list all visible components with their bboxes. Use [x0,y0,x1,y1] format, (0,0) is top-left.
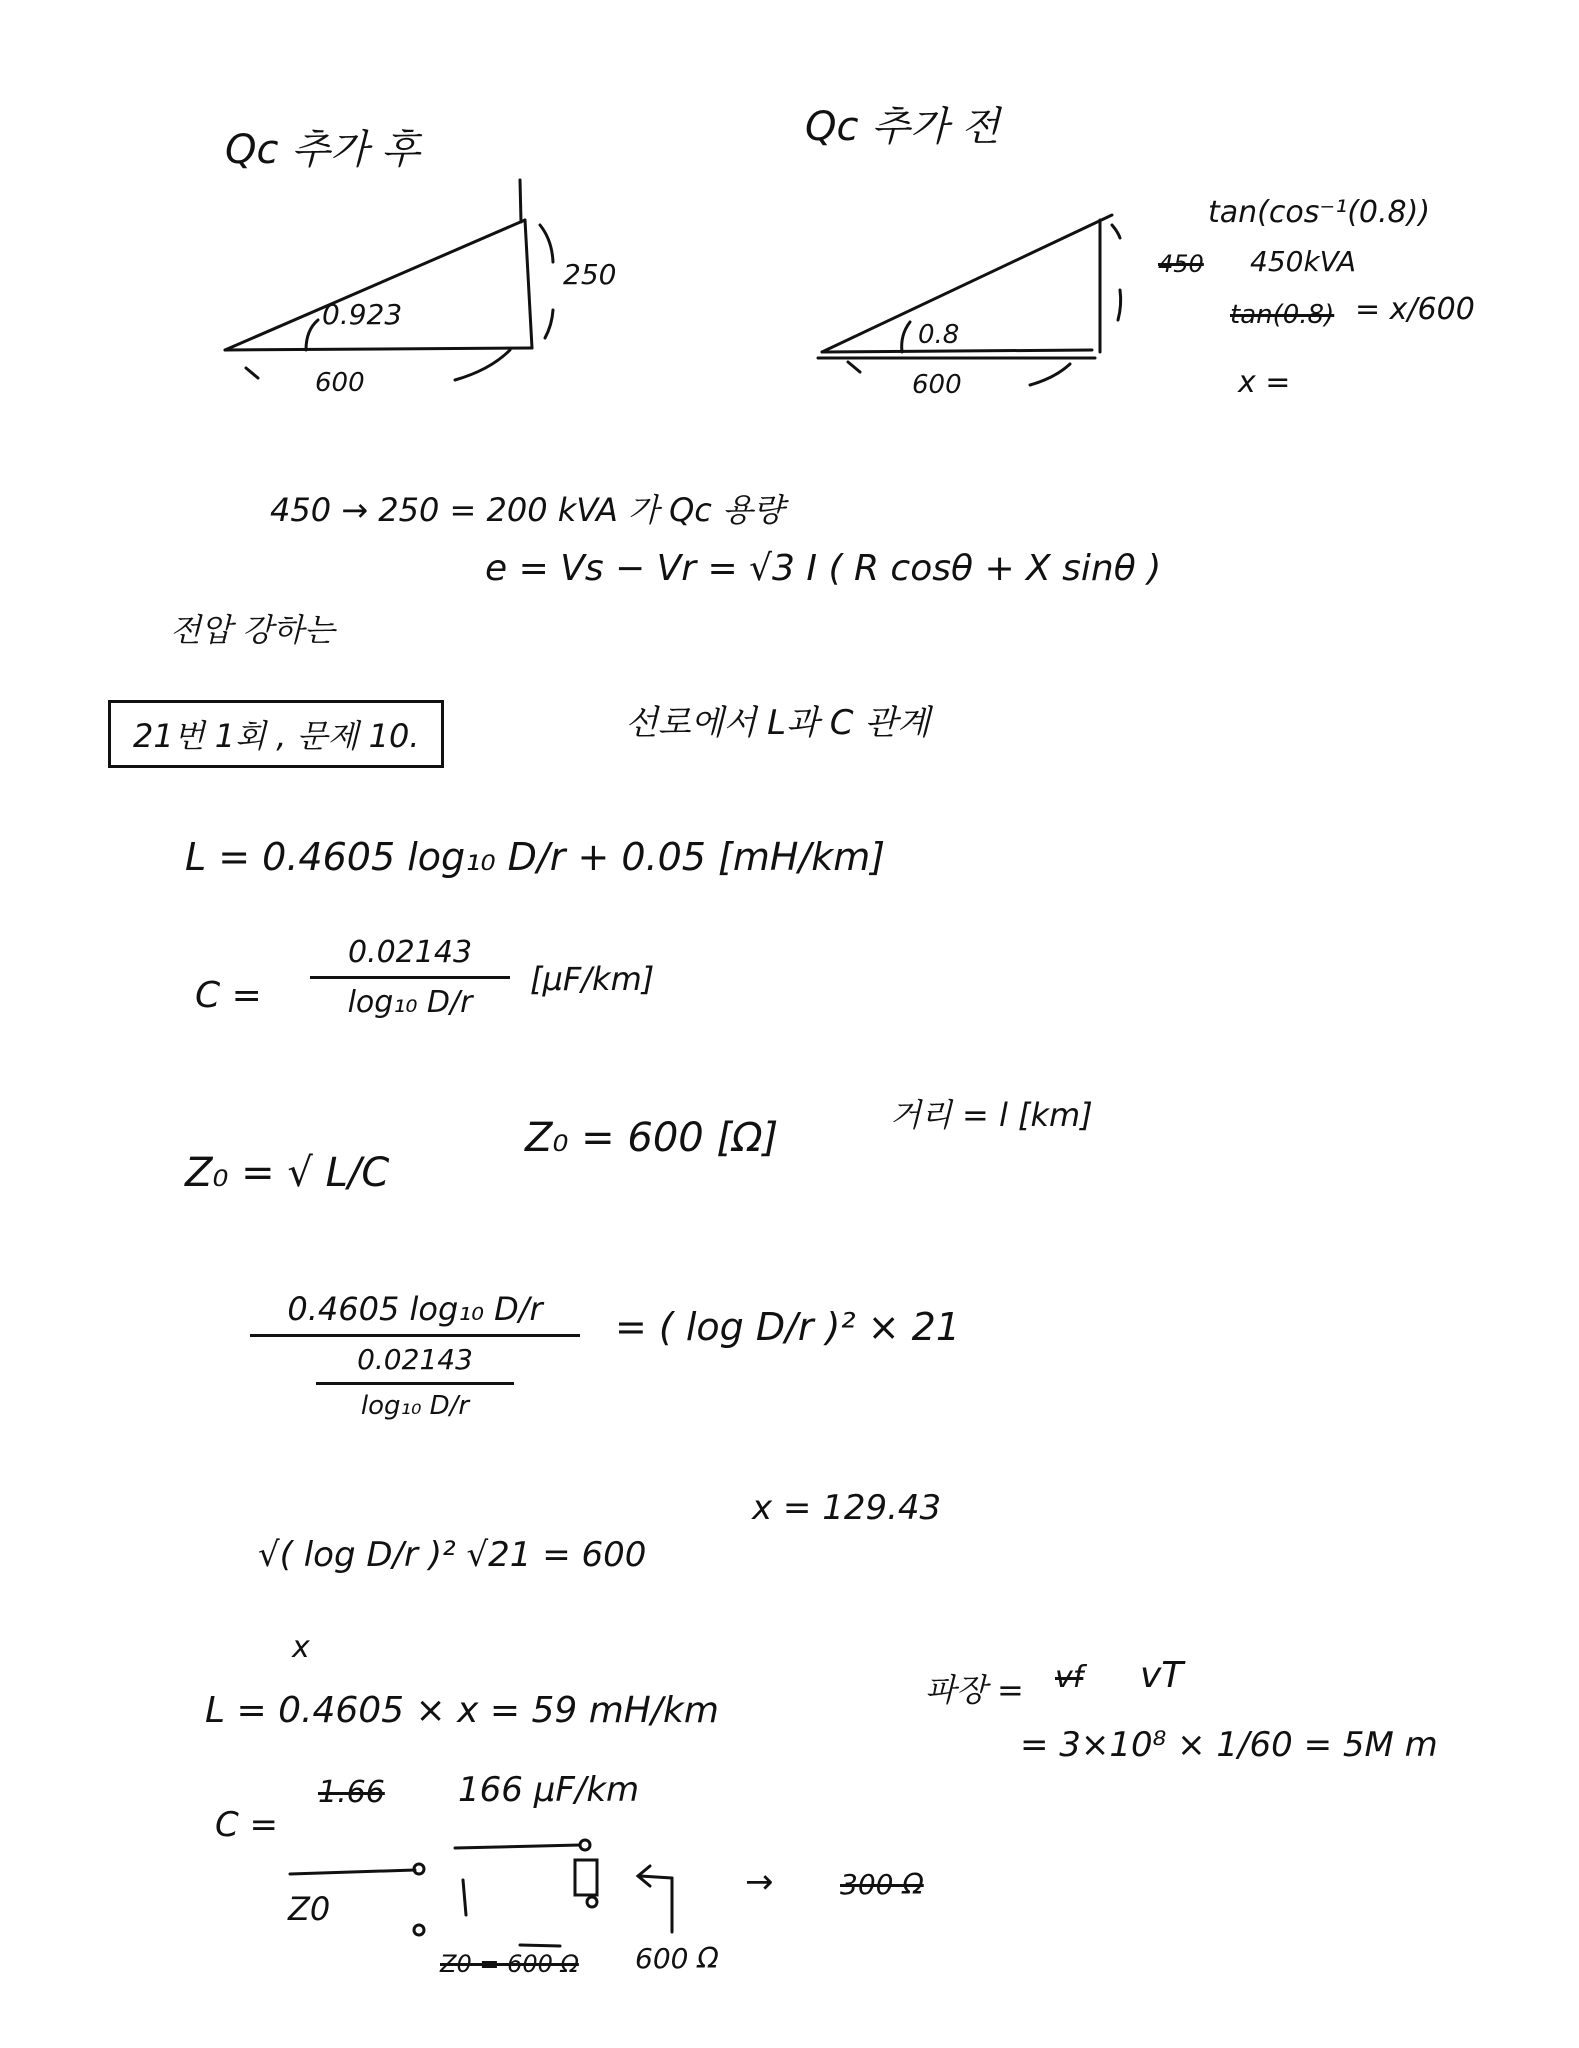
capacitance-denominator: log₁₀ D/r [347,985,473,1020]
problem-reference-box: 21번 1회 , 문제 10. [108,700,444,768]
capacitance-result: 166 μF/km [458,1770,640,1810]
distance-note: 거리 = l [km] [890,1096,1093,1134]
ratio-bar [250,1334,580,1337]
inductance-formula: L = 0.4605 log₁₀ D/r + 0.05 [mH/km] [185,835,886,879]
angle-before-label: 0.8 [918,320,960,350]
ratio-fraction [250,1290,580,1421]
triangle-before [818,215,1121,385]
circuit-result-struck: 300 Ω [840,1868,924,1901]
x-value: x = 129.43 [752,1488,942,1528]
heading-before: Qc 추가 전 [805,104,1000,150]
wavelength-value: = 3×10⁸ × 1/60 = 5M m [1020,1725,1438,1765]
circuit-arrow: → [745,1862,774,1902]
ratio-sub-bar [316,1382,514,1385]
compensation-note: 450 → 250 = 200 kVA 가 Qc 용량 [270,491,784,529]
wavelength-eq: vT [1140,1655,1184,1696]
triangle-after [225,180,553,380]
capacitance-struck: 1.66 [318,1775,385,1810]
circuit-z0-label: Z0 [288,1890,331,1928]
heading-after: Qc 추가 후 [225,127,420,173]
tan-expression: tan(cos⁻¹(0.8)) [1208,195,1431,230]
voltage-drop-equation: e = Vs − Vr = √3 I ( R cosθ + X sinθ ) [485,548,1162,589]
ratio-sub-denominator: log₁₀ D/r [360,1391,470,1421]
capacitance-numerator: 0.02143 [347,935,473,970]
wavelength-struck: vf [1055,1660,1084,1695]
x-marker: x [292,1630,310,1665]
ratio-sub-numerator: 0.02143 [357,1343,473,1376]
struck-tan: tan(0.8) [1230,300,1335,330]
capacitance-unit: [μF/km] [530,960,655,998]
z0-formula: Z₀ = √ L/C [185,1150,390,1196]
circuit-load-label: 600 Ω [635,1942,719,1975]
circuit-z0-struck: Z0 = 600 Ω [440,1950,579,1978]
fraction-bar [310,976,510,979]
x-equals: x = [1238,365,1291,400]
capacitance-result-lhs: C = [215,1805,279,1845]
capacitance-fraction [310,935,510,1020]
wavelength-label: 파장 = [925,1671,1024,1709]
sqrt-equation: √( log D/r )² √21 = 600 [258,1535,647,1575]
capacitance-lhs: C = [195,975,262,1016]
tan-rhs: = x/600 [1355,292,1475,327]
struck-450: 450 [1158,250,1204,278]
ratio-rhs: = ( log D/r )² × 21 [615,1305,961,1349]
kva-value: 450kVA [1250,245,1357,278]
angle-after-label: 0.923 [322,298,403,331]
line-relation-note: 선로에서 L과 C 관계 [625,703,931,743]
ratio-numerator: 0.4605 log₁₀ D/r [287,1290,543,1328]
base-after-label: 600 [315,368,365,398]
circuit-sketch [290,1840,672,1946]
height-after-label: 250 [563,258,617,291]
voltage-drop-label: 전압 강하는 [170,611,335,649]
z0-value: Z₀ = 600 [Ω] [525,1115,779,1161]
base-before-label: 600 [912,370,962,400]
inductance-result: L = 0.4605 × x = 59 mH/km [205,1690,719,1731]
